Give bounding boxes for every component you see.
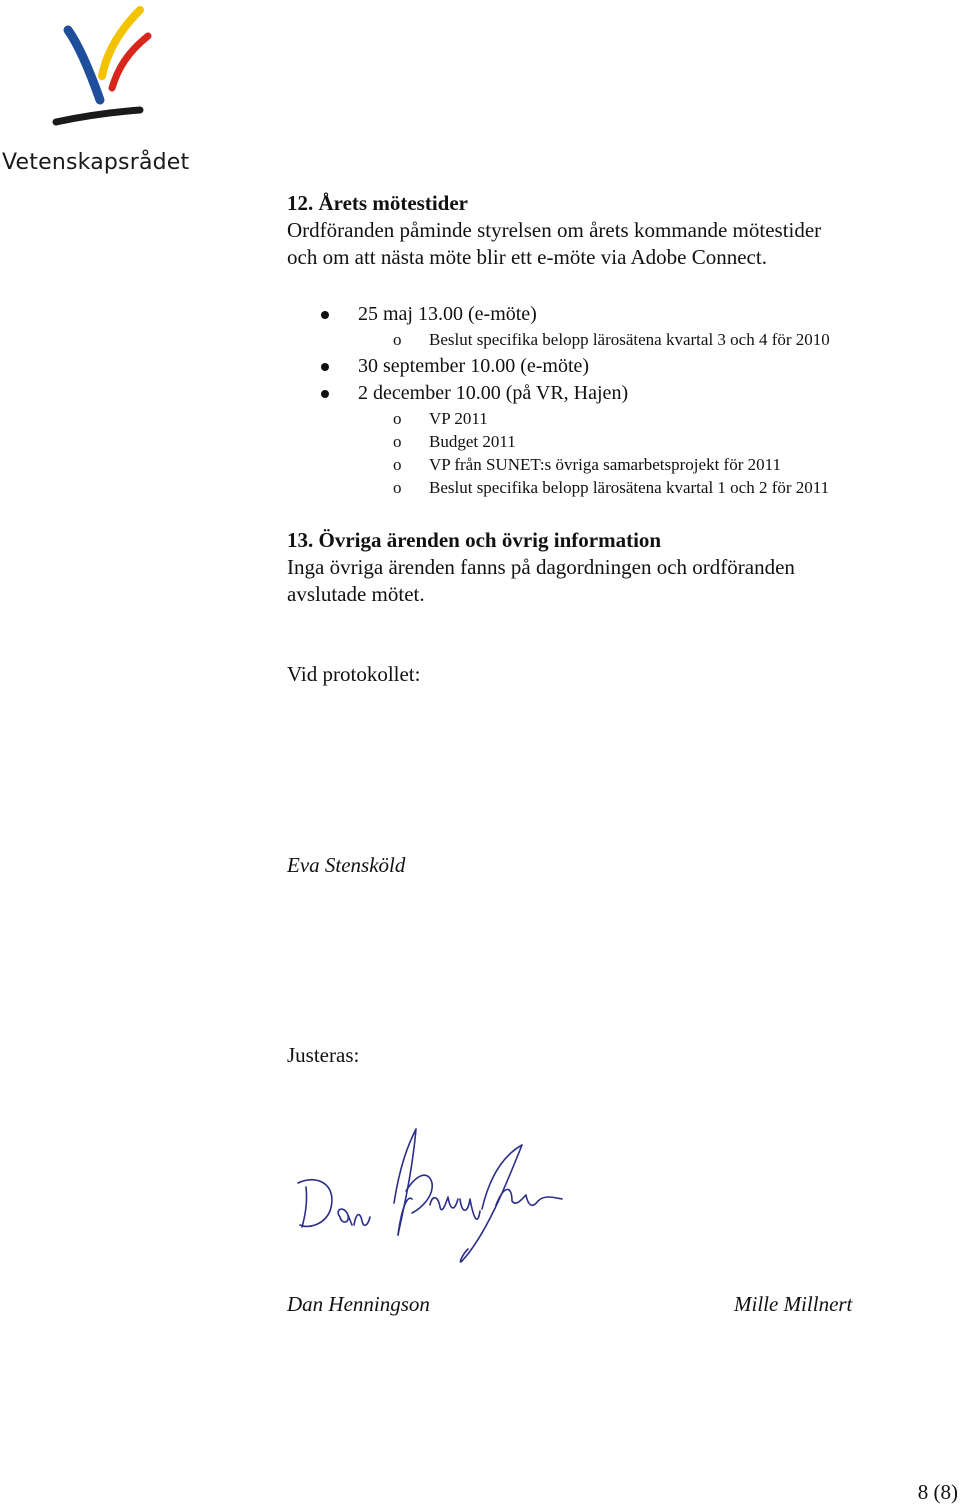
meeting-sublist (358, 407, 927, 499)
vetenskapsradet-logo (0, 0, 200, 185)
circle-bullet-icon: o (393, 432, 402, 451)
secretary-name: Eva Stensköld (287, 853, 406, 877)
meeting-subitem-text: Beslut specifika belopp lärosätena kvartal 1 och 2 för 2011 (429, 478, 830, 497)
meeting-item (287, 380, 927, 499)
bullet-icon (321, 390, 329, 398)
section-13-paragraph-line1: Inga övriga ärenden fanns på dagordningen och ordföranden (287, 555, 795, 579)
meeting-subitem-text: VP 2011 (429, 409, 488, 428)
section-13-paragraph-line2: avslutade mötet. (287, 582, 425, 606)
section-12-paragraph-line1: Ordföranden påminde styrelsen om årets kommande mötestider (287, 218, 822, 242)
meeting-label: 25 maj 13.00 (e-möte) (358, 303, 537, 325)
meeting-item (287, 301, 927, 351)
meeting-subitem (287, 476, 927, 499)
bullet-icon (321, 363, 329, 371)
meeting-list (287, 301, 927, 499)
logo-wordmark: Vetenskapsrådet (2, 150, 190, 175)
page-number: 8 (8) (917, 1480, 958, 1504)
meeting-label: 2 december 10.00 (på VR, Hajen) (358, 382, 629, 404)
meeting-subitem-text: Beslut specifika belopp lärosätena kvartal 3 och 4 för 2010 (429, 330, 830, 349)
document-body (287, 190, 927, 608)
circle-bullet-icon: o (393, 409, 402, 428)
meeting-subitem (287, 453, 927, 476)
meeting-subitem (287, 430, 927, 453)
meeting-sublist (358, 328, 927, 351)
section-12-heading: 12. Årets mötestider (287, 191, 468, 215)
adjuster-1-name: Dan Henningson (287, 1292, 430, 1316)
section-12-paragraph-line2: och om att nästa möte blir ett e-möte via Adobe Connect. (287, 245, 767, 269)
meeting-label: 30 september 10.00 (e-möte) (358, 355, 590, 377)
adjusted-label: Justeras: (287, 1043, 360, 1067)
meeting-item (287, 353, 927, 380)
meeting-subitem (287, 407, 927, 430)
bullet-icon (321, 311, 329, 319)
adjuster-2-name: Mille Millnert (734, 1292, 853, 1316)
protocol-label: Vid protokollet: (287, 662, 421, 686)
meeting-subitem-text: VP från SUNET:s övriga samarbetsprojekt för 2011 (429, 455, 781, 474)
meeting-subitem-text: Budget 2011 (429, 432, 516, 451)
handwritten-signature (290, 1125, 580, 1275)
logo-mark-icon (44, 4, 164, 134)
circle-bullet-icon: o (393, 478, 402, 497)
circle-bullet-icon: o (393, 330, 402, 349)
section-13-heading: 13. Övriga ärenden och övrig information (287, 528, 662, 552)
circle-bullet-icon: o (393, 455, 402, 474)
meeting-subitem (287, 328, 927, 351)
